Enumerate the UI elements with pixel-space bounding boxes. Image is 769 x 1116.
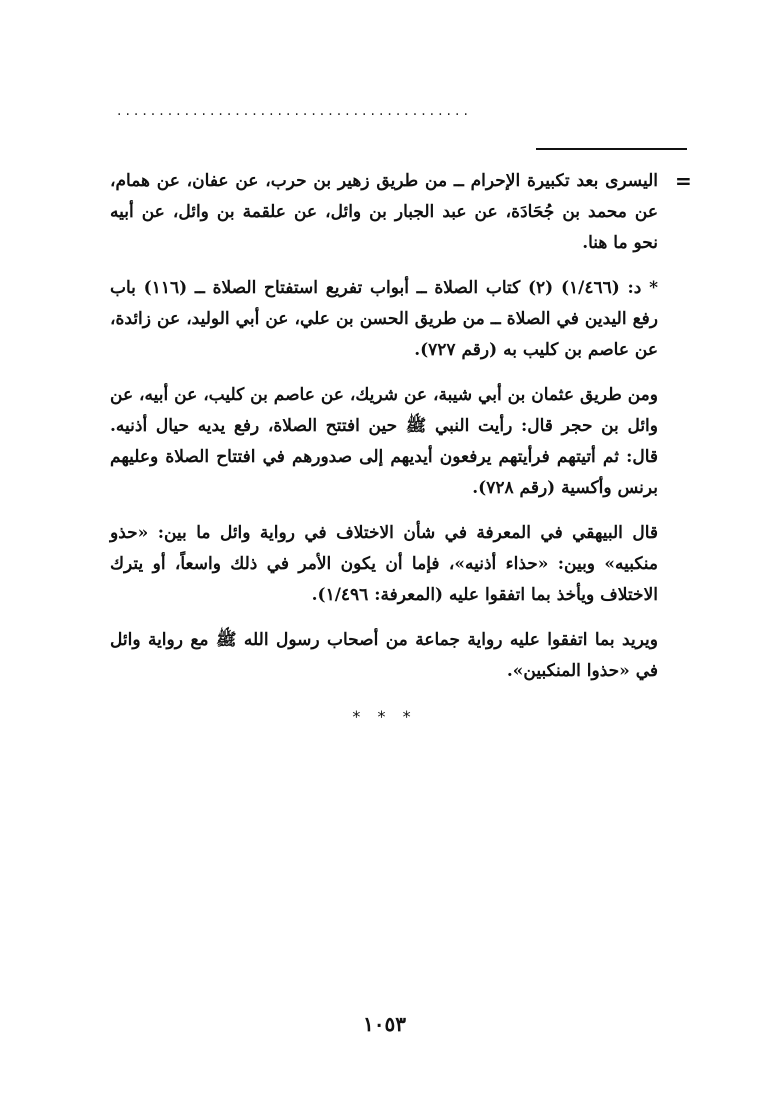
footnote-rule (536, 148, 687, 150)
footnote-body (110, 166, 658, 701)
paragraph: ومن طريق عثمان بن أبي شيبة، عن شريك، عن عاصم بن كليب، عن أبيه، عن وائل بن حجر قال: رأيت النبي ﷺ حين افتتح الصلاة، رفع يديه حيال أذنيه. قال: ثم أتيتهم فرأيتهم يرفعون أيديهم إلى صدورهم في افتتاح الصلاة وعليهم برنس وأكسية (رقم ٧٢٨). (110, 385, 658, 498)
paragraph: * د: (١/٤٦٦) (٢) كتاب الصلاة ــ أبواب تفريع استفتاح الصلاة ــ (١١٦) باب رفع اليدين في الصلاة ــ من طريق الحسن بن علي، عن أبي الوليد، عن زائدة، عن عاصم بن كليب به (رقم ٧٢٧). (110, 278, 658, 360)
paragraph: قال البيهقي في المعرفة في شأن الاختلاف في رواية وائل ما بين: «حذو منكبيه» وبين: «حذاء أذنيه»، فإما أن يكون الأمر في ذلك واسعاً، أو يترك الاختلاف ويأخذ بما اتفقوا عليه (المعرفة: ١/٤٩٦). (110, 523, 658, 605)
section-separator-stars: * * * (352, 707, 417, 726)
continuation-marker: = (675, 169, 692, 193)
paragraph: ويريد بما اتفقوا عليه رواية جماعة من أصحاب رسول الله ﷺ مع رواية وائل في «حذوا المنكبين». (110, 630, 658, 681)
page-number: ١٠٥٣ (363, 1012, 406, 1036)
dotted-separator: .......................................... (117, 103, 472, 119)
paragraph: اليسرى بعد تكبيرة الإحرام ــ من طريق زهير بن حرب، عن عفان، عن همام، عن محمد بن جُحَادَة، عن عبد الجبار بن وائل، عن علقمة بن وائل، عن أبيه نحو ما هنا. (110, 171, 658, 253)
